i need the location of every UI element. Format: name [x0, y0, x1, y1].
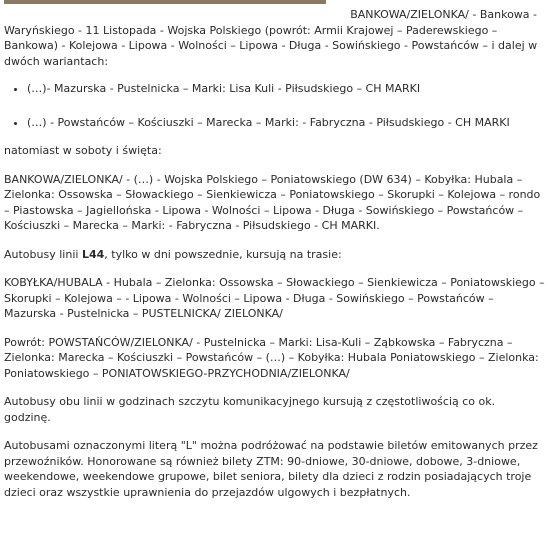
l44-intro-after: , tylko w dni powszednie, kursują na trasie:	[104, 247, 342, 261]
weekend-route: BANKOWA/ZIELONKA/ - (…) - Wojska Polskiego – Poniatowskiego (DW 634) – Kobyłka: Hubala – Zielonka: Ossowska – Słowackiego – Sienkiewicza – Poniatowskiego – Skorupki – Kolejowa – rondo – Piastowska – Jagiellońska - Lipowa - Wolności – Lipowa - Długa - Sowińskiego – Powstańców – Kościuszki – Marecka – Marki: - Fabryczna - Piłsudskiego - CH MARKI.	[4, 172, 541, 232]
l44-route: KOBYŁKA/HUBALA - Hubala – Zielonka: Ossowska – Słowackiego – Sienkiewicza – Poniatowskiego – Skorupki – Kolejowa – - Lipowa - Wolności – Lipowa - Długa - Sowińskiego – Powstańców – Mazurska - Pustelnicka – PUSTELNICKA/ ZIELONKA/	[4, 276, 545, 320]
header-image-fragment	[4, 0, 326, 4]
frequency-note: Autobusy obu linii w godzinach szczytu komunikacyjnego kursują z częstotliwością co ok. godzinę.	[4, 395, 496, 424]
article-body	[4, 7, 545, 513]
list-item: • (…)- Mazurska - Pustelnicka – Marki: Lisa Kuli - Piłsudskiego – CH MARKI	[27, 81, 545, 97]
weekend-intro: natomiast w soboty i święta:	[4, 144, 162, 157]
l44-return-route: Powrót: POWSTAŃCÓW/ZIELONKA/ - Pustelnicka – Marki: Lisa-Kuli – Ząbkowska – Fabryczna – Zielonka: Marecka – Kościuszki – Powstańców – (…) – Kobyłka: Hubala Poniatowskiego – Zielonka: Poniatowskiego – PONIATOWSKIEGO-PRZYCHODNIA/ZIELONKA/	[4, 335, 539, 380]
weekday-route-l4	[4, 7, 545, 69]
route-start-line: BANKOWA/ZIELONKA/ - Bankowa -	[350, 8, 537, 21]
list-item: • (…) - Powstańców – Kościuszki – Marecka – Marki: - Fabryczna - Piłsudskiego - CH MARKI	[27, 115, 545, 131]
l44-intro-before: Autobusy linii	[4, 247, 82, 261]
route-continuation: Waryńskiego - 11 Listopada - Wojska Polskiego (powrót: Armii Krajowej – Paderewskiego –Bankowa) - Kolejowa - Lipowa - Wolności – Lipowa - Długa - Sowińskiego - Powstańców – i dalej w dwóch wariantach:	[4, 23, 538, 68]
l44-intro	[4, 247, 545, 263]
route-variants-list	[4, 81, 545, 130]
tickets-note: Autobusami oznaczonymi literą "L" można podróżować na podstawie biletów emitowanych przez przewoźników. Honorowane są również bilety ZTM: 90-dniowe, 30-dniowe, dobowe, 3-dniowe, weekendowe, weekendowe grupowe, bilet seniora, bilety dla dzieci z rodzin posiadających troje dzieci oraz wszystkie uprawnienia do przejazdów ulgowych i bezpłatnych.	[4, 439, 538, 499]
l44-line-name: L44	[81, 247, 105, 261]
